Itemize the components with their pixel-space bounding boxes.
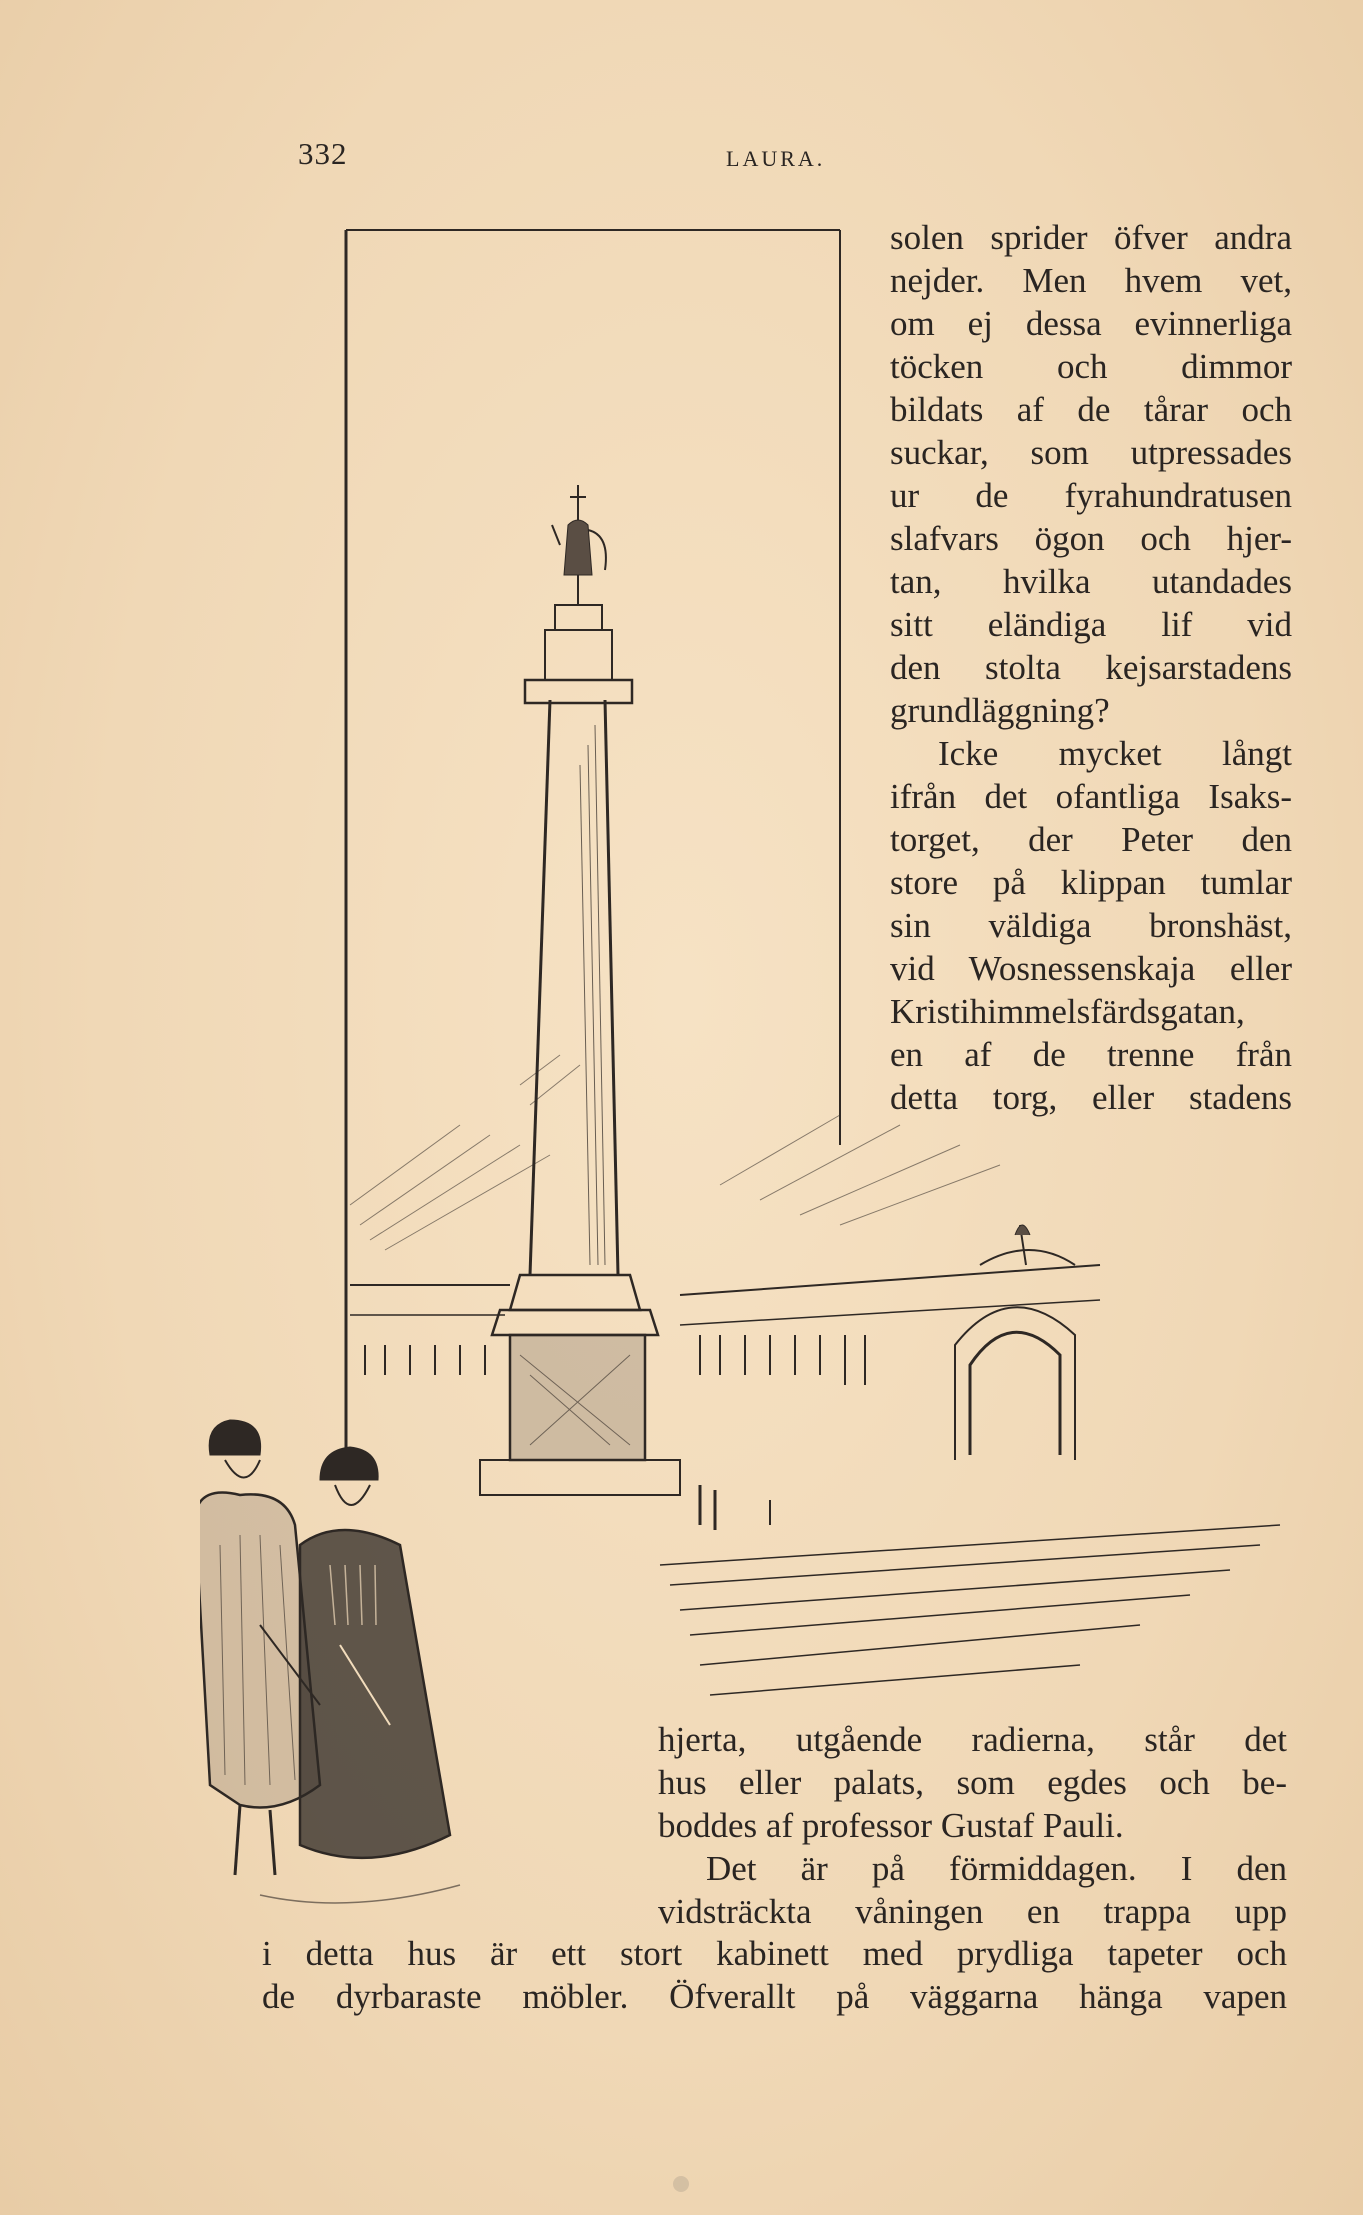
text-line: en af de trenne från bbox=[890, 1035, 1292, 1074]
text-line: boddes af professor Gustaf Pauli. bbox=[658, 1806, 1124, 1845]
paper-stain bbox=[673, 2176, 689, 2192]
text-line: hus eller palats, som egdes och be- bbox=[658, 1763, 1287, 1802]
text-line: ifrån det ofantliga Isaks- bbox=[890, 777, 1292, 816]
text-line: Icke mycket långt bbox=[938, 734, 1292, 773]
text-line: töcken och dimmor bbox=[890, 347, 1292, 386]
text-line: i detta hus är ett stort kabinett med prydliga tapeter och bbox=[262, 1934, 1287, 1973]
text-line: sitt eländiga lif vid bbox=[890, 605, 1292, 644]
text-line: hjerta, utgående radierna, står det bbox=[658, 1720, 1287, 1759]
right-column-text bbox=[890, 216, 1292, 1119]
text-line: om ej dessa evinnerliga bbox=[890, 304, 1292, 343]
text-line: Kristihimmelsfärdsgatan, bbox=[890, 992, 1245, 1031]
text-line: slafvars ögon och hjer- bbox=[890, 519, 1292, 558]
text-line: nejder. Men hvem vet, bbox=[890, 261, 1292, 300]
text-line: grundläggning? bbox=[890, 691, 1110, 730]
full-width-text bbox=[262, 1932, 1287, 2018]
text-line: vid Wosnessenskaja eller bbox=[890, 949, 1292, 988]
text-line: den stolta kejsarstadens bbox=[890, 648, 1292, 687]
text-line: Det är på förmiddagen. I den bbox=[706, 1849, 1287, 1888]
text-line: vidsträckta våningen en trappa upp bbox=[658, 1892, 1287, 1931]
text-line: store på klippan tumlar bbox=[890, 863, 1292, 902]
text-line: sin väldiga bronshäst, bbox=[890, 906, 1292, 945]
text-line: tan, hvilka utandades bbox=[890, 562, 1292, 601]
text-line: solen sprider öfver andra bbox=[890, 218, 1292, 257]
text-line: bildats af de tårar och bbox=[890, 390, 1292, 429]
text-line: detta torg, eller stadens bbox=[890, 1078, 1292, 1117]
text-line: suckar, som utpressades bbox=[890, 433, 1292, 472]
page-number: 332 bbox=[298, 136, 348, 171]
lower-column-text bbox=[658, 1718, 1287, 1933]
text-line: torget, der Peter den bbox=[890, 820, 1292, 859]
running-title: LAURA. bbox=[726, 146, 826, 171]
text-line: de dyrbaraste möbler. Öfverallt på väggarna hänga vapen bbox=[262, 1977, 1287, 2016]
text-line: ur de fyrahundratusen bbox=[890, 476, 1292, 515]
